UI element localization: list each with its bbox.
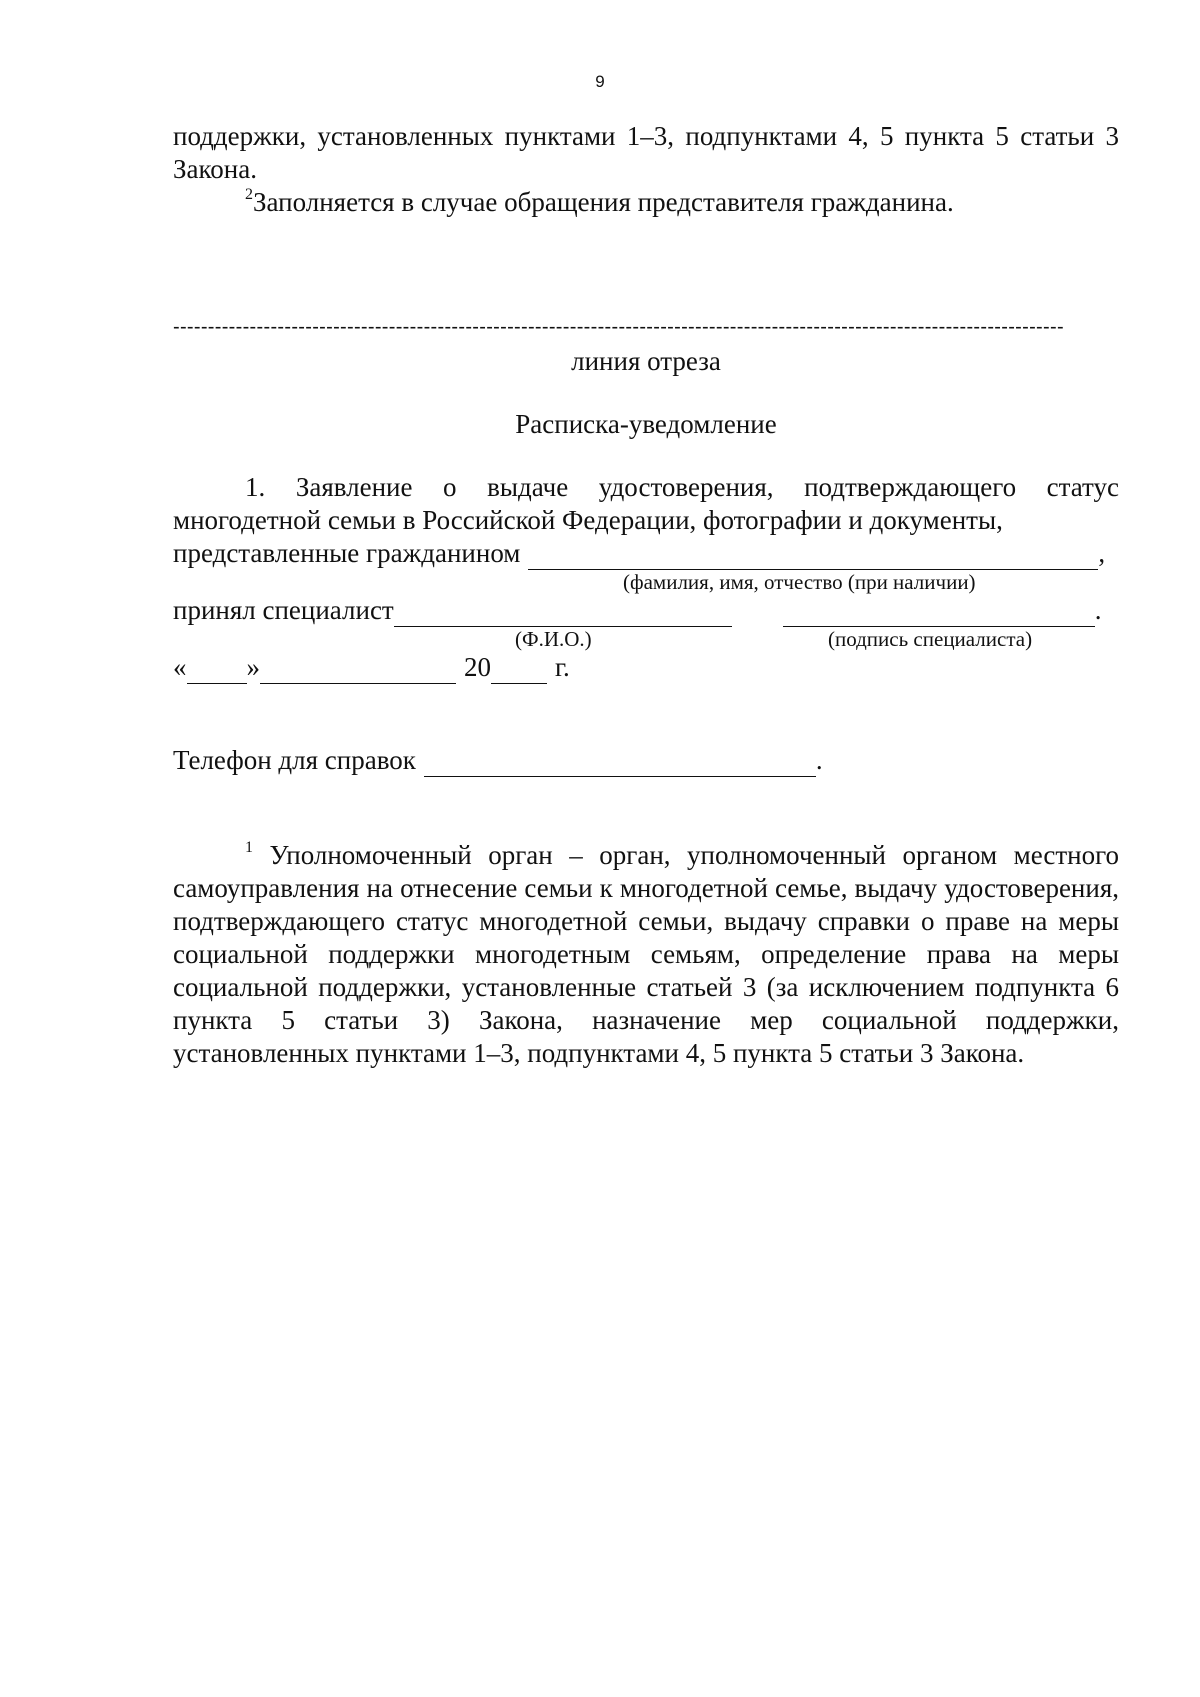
footnote-1-text: Уполномоченный орган – орган, уполномоченный органом местного самоуправления на отнесение семьи к многодетной семье, выдачу удостоверения, подтверждающего статус многодетной семьи, выдачу справки о праве на меры социальной поддержки многодетным семьям, определение права на меры социальной поддержки, установленные статьей 3 (за исключением подпункта 6 пункта 5 статьи 3) Закона, назначение мер социальной поддержки, установленных пунктами 1–3, подпунктами 4, 5 пункта 5 статьи 3 Закона. [173, 840, 1119, 1068]
fio-caption-row [173, 570, 1119, 594]
receipt-title: Расписка-уведомление [515, 409, 777, 439]
accepted-by-row [173, 594, 1119, 627]
footnote-1 [173, 839, 1119, 1070]
date-day-blank[interactable] [187, 657, 247, 684]
fio-short-caption: (Ф.И.О.) [515, 627, 592, 651]
date-year-suffix: г. [555, 652, 570, 682]
date-year-blank[interactable] [491, 657, 547, 684]
citizen-name-blank[interactable] [528, 543, 1098, 570]
submitted-by-label: представленные гражданином [173, 538, 521, 568]
page-number: 9 [595, 72, 605, 91]
accepted-by-label: принял специалист [173, 595, 394, 625]
phone-end: . [815, 745, 823, 775]
phone-label: Телефон для справок [173, 745, 416, 775]
date-row [173, 651, 1119, 684]
footnote-2-text: Заполняется в случае обращения представителя гражданина. [253, 187, 954, 217]
footnote-2 [173, 186, 1119, 219]
footnote-1-mark: 1 [245, 839, 253, 856]
fio-caption: (фамилия, имя, отчество (при наличии) [623, 570, 976, 594]
phone-blank[interactable] [424, 750, 816, 777]
specialist-name-blank[interactable] [394, 600, 732, 627]
submitted-by-row [173, 537, 1119, 570]
page-content [173, 120, 1119, 1070]
signature-caption: (подпись специалиста) [828, 627, 1033, 651]
phone-row [173, 744, 1119, 777]
submitted-by-end: , [1098, 538, 1106, 568]
continuation-paragraph: поддержки, установленных пунктами 1–3, подпунктами 4, 5 пункта 5 статьи 3 Закона. [173, 121, 1119, 184]
specialist-signature-blank[interactable] [783, 600, 1095, 627]
receipt-paragraph-1: 1. Заявление о выдаче удостоверения, подтверждающего статус многодетной семьи в Российской Федерации, фотографии и документы, [173, 472, 1119, 535]
date-open-quote: « [173, 652, 187, 682]
accepted-by-end: . [1094, 595, 1102, 625]
footnote-2-mark: 2 [245, 186, 253, 203]
specialist-caption-row [173, 627, 1119, 651]
cut-line-label: линия отреза [571, 346, 721, 376]
date-month-blank[interactable] [260, 657, 456, 684]
date-close-quote: » [246, 652, 260, 682]
cut-line-dashes: -------------------------------------------------------------------------------------------------------------------------------- [173, 316, 1064, 338]
date-year-prefix: 20 [464, 652, 491, 682]
